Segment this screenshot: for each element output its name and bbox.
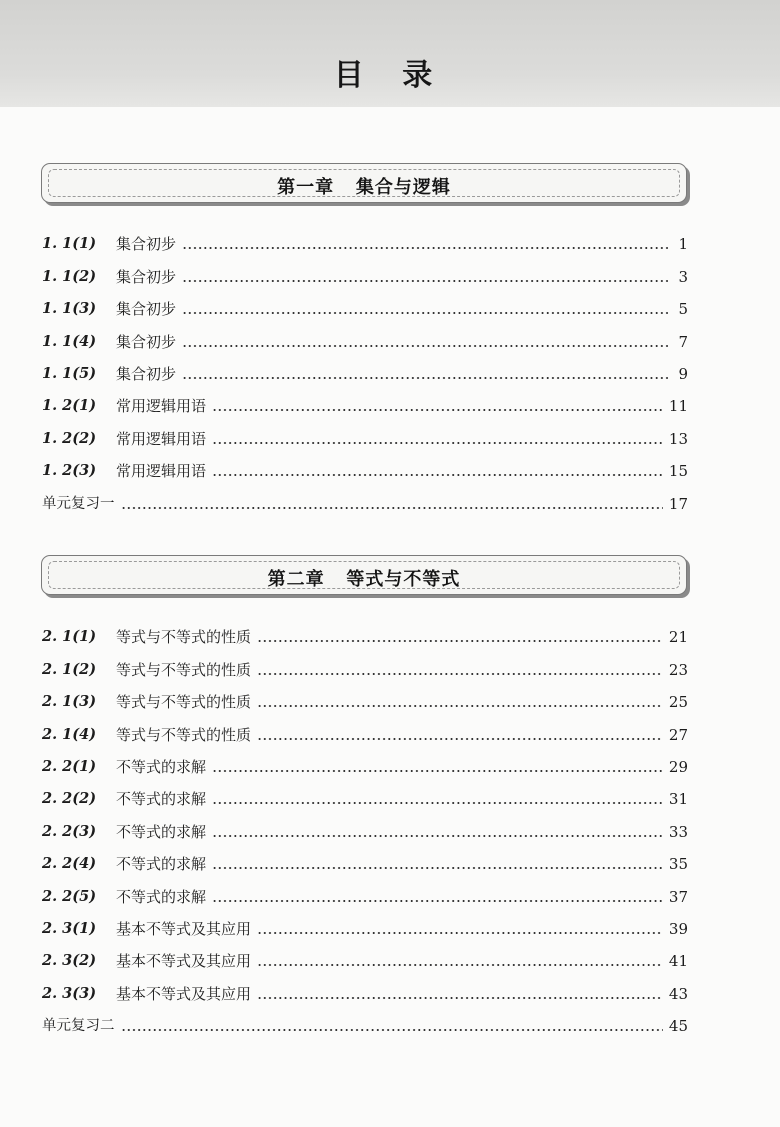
chapter-title: 第二章 等式与不等式 — [267, 569, 461, 590]
toc-entry[interactable] — [42, 878, 688, 910]
toc-entry[interactable] — [42, 781, 688, 813]
page-number: 7 — [678, 332, 688, 351]
section-title: 基本不等式及其应用 — [116, 952, 252, 971]
toc-entry[interactable] — [42, 749, 688, 781]
section-number: 2. 1(3) — [42, 693, 97, 711]
section-title: 不等式的求解 — [116, 822, 207, 841]
dot-leader — [212, 474, 663, 476]
section-number: 2. 3(1) — [42, 919, 97, 937]
toc-entry[interactable] — [42, 323, 688, 355]
review-title: 单元复习一 — [42, 495, 115, 512]
toc-entry[interactable] — [42, 619, 688, 651]
page-number: 35 — [668, 855, 688, 874]
dot-leader — [182, 345, 668, 347]
section-title: 不等式的求解 — [116, 790, 207, 809]
dot-leader — [257, 997, 663, 999]
toc-entry[interactable] — [42, 975, 688, 1007]
page-number: 11 — [668, 397, 688, 416]
toc-entry[interactable] — [42, 846, 688, 878]
section-number: 2. 2(1) — [42, 757, 97, 775]
dot-leader — [257, 738, 663, 740]
review-title: 单元复习二 — [42, 1018, 115, 1035]
section-title: 集合初步 — [116, 332, 177, 351]
page-number: 45 — [668, 1017, 688, 1036]
toc-list-chapter-1 — [42, 226, 688, 518]
dot-leader — [212, 900, 663, 902]
section-number: 1. 1(1) — [42, 235, 97, 253]
dot-leader — [182, 377, 668, 379]
page-number: 21 — [668, 628, 688, 647]
section-number: 1. 1(3) — [42, 300, 97, 318]
section-title: 集合初步 — [116, 364, 177, 383]
page-number: 33 — [668, 822, 688, 841]
section-title: 等式与不等式的性质 — [116, 660, 252, 679]
section-number: 1. 1(2) — [42, 267, 97, 285]
page-number: 29 — [668, 757, 688, 776]
dot-leader — [212, 802, 663, 804]
dot-leader — [121, 1029, 663, 1031]
section-title: 等式与不等式的性质 — [116, 693, 252, 712]
section-title: 基本不等式及其应用 — [116, 984, 252, 1003]
section-title: 等式与不等式的性质 — [116, 628, 252, 647]
section-title: 集合初步 — [116, 267, 177, 286]
toc-entry[interactable] — [42, 258, 688, 290]
toc-entry[interactable] — [42, 911, 688, 943]
section-number: 1. 2(2) — [42, 429, 97, 447]
page-number: 13 — [668, 429, 688, 448]
section-title: 不等式的求解 — [116, 855, 207, 874]
section-title: 不等式的求解 — [116, 757, 207, 776]
page-number: 3 — [678, 267, 688, 286]
toc-entry[interactable] — [42, 291, 688, 323]
chapter-title: 第一章 集合与逻辑 — [277, 177, 451, 198]
page-number: 39 — [668, 919, 688, 938]
section-title: 集合初步 — [116, 300, 177, 319]
page-number: 5 — [678, 300, 688, 319]
section-title: 基本不等式及其应用 — [116, 919, 252, 938]
page-number: 31 — [668, 790, 688, 809]
section-number: 2. 1(1) — [42, 628, 97, 646]
page-number: 37 — [668, 887, 688, 906]
section-title: 集合初步 — [116, 235, 177, 254]
section-number: 2. 2(4) — [42, 855, 97, 873]
section-title: 等式与不等式的性质 — [116, 725, 252, 744]
dot-leader — [212, 867, 663, 869]
section-number: 2. 2(5) — [42, 887, 97, 905]
page-number: 23 — [668, 660, 688, 679]
chapter-heading-1 — [41, 163, 687, 203]
dot-leader — [257, 964, 663, 966]
dot-leader — [257, 640, 663, 642]
page-number: 41 — [668, 952, 688, 971]
page-number: 43 — [668, 984, 688, 1003]
section-title: 不等式的求解 — [116, 887, 207, 906]
section-number: 2. 3(3) — [42, 984, 97, 1002]
toc-entry[interactable] — [42, 943, 688, 975]
toc-entry[interactable] — [42, 356, 688, 388]
page-number: 9 — [678, 364, 688, 383]
page-number: 15 — [668, 462, 688, 481]
dot-leader — [182, 312, 668, 314]
toc-entry[interactable] — [42, 651, 688, 683]
page-number: 17 — [668, 494, 688, 513]
dot-leader — [212, 409, 663, 411]
section-number: 2. 1(4) — [42, 725, 97, 743]
chapter-heading-2 — [41, 555, 687, 595]
section-number: 2. 2(3) — [42, 822, 97, 840]
toc-entry-review[interactable] — [42, 1008, 688, 1040]
section-title: 常用逻辑用语 — [116, 397, 207, 416]
dot-leader — [182, 247, 668, 249]
toc-entry[interactable] — [42, 388, 688, 420]
section-number: 1. 1(4) — [42, 332, 97, 350]
section-number: 1. 2(3) — [42, 462, 97, 480]
section-number: 1. 1(5) — [42, 364, 97, 382]
dot-leader — [257, 932, 663, 934]
toc-entry-review[interactable] — [42, 485, 688, 517]
toc-entry[interactable] — [42, 453, 688, 485]
section-title: 常用逻辑用语 — [116, 429, 207, 448]
toc-entry[interactable] — [42, 813, 688, 845]
toc-entry[interactable] — [42, 226, 688, 258]
page-number: 25 — [668, 693, 688, 712]
dot-leader — [212, 770, 663, 772]
dot-leader — [182, 280, 668, 282]
toc-entry[interactable] — [42, 716, 688, 748]
toc-list-chapter-2 — [42, 619, 688, 1040]
section-number: 2. 1(2) — [42, 660, 97, 678]
page-title: 目 录 — [333, 58, 447, 93]
page-number: 27 — [668, 725, 688, 744]
dot-leader — [212, 442, 663, 444]
dot-leader — [121, 507, 663, 509]
section-number: 2. 3(2) — [42, 952, 97, 970]
toc-entry[interactable] — [42, 684, 688, 716]
dot-leader — [257, 705, 663, 707]
dot-leader — [212, 835, 663, 837]
section-title: 常用逻辑用语 — [116, 462, 207, 481]
toc-entry[interactable] — [42, 420, 688, 452]
dot-leader — [257, 673, 663, 675]
page-number: 1 — [678, 235, 688, 254]
section-number: 2. 2(2) — [42, 790, 97, 808]
section-number: 1. 2(1) — [42, 397, 97, 415]
